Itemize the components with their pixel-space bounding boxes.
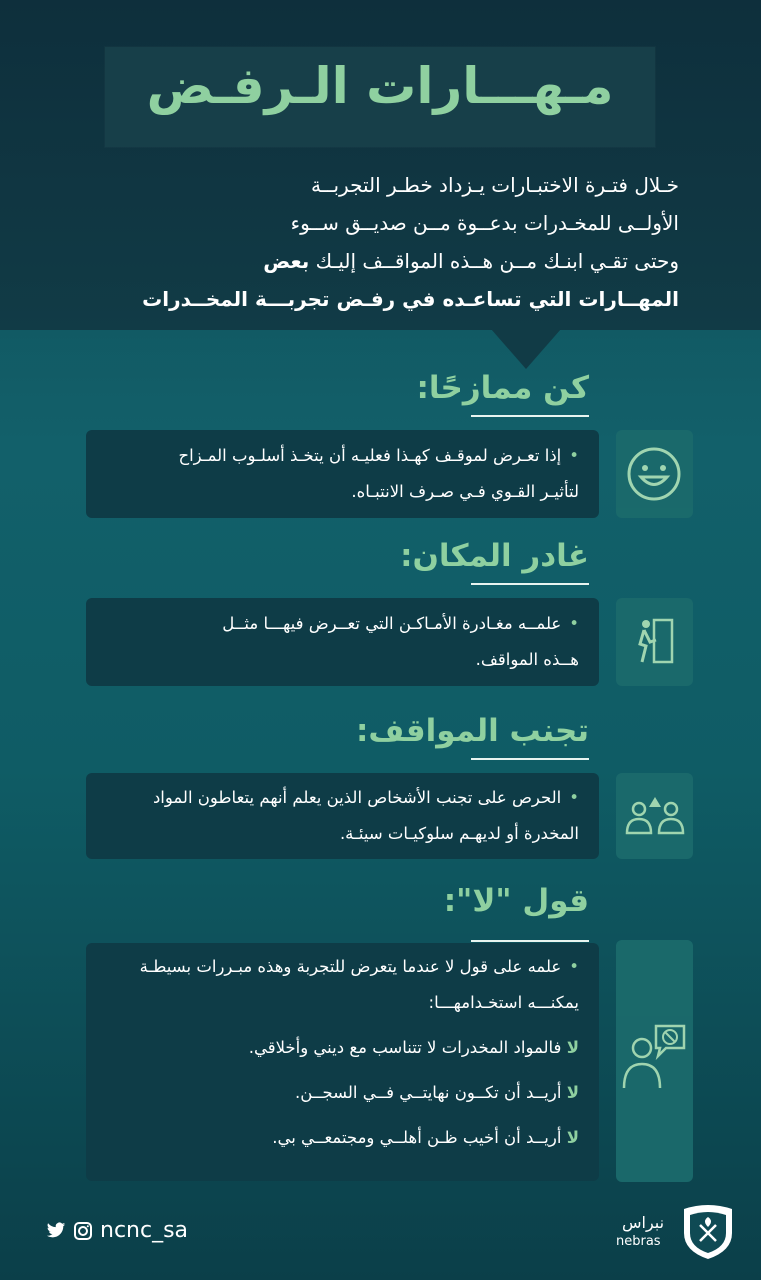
section-divider bbox=[471, 583, 589, 585]
card-line: هــذه المواقف. bbox=[475, 650, 579, 669]
intro-line-3-bold: بعض bbox=[263, 249, 310, 273]
social-handle[interactable] bbox=[46, 1218, 188, 1243]
icon-tile bbox=[616, 598, 693, 686]
section-title-joke: كن ممازحًا: bbox=[416, 370, 589, 406]
no-mark: لا bbox=[566, 1083, 579, 1102]
intro-line-1: خـلال فتـرة الاختبـارات يـزداد خطـر التجربــة bbox=[311, 173, 679, 197]
section-title-leave: غادر المكان: bbox=[400, 538, 589, 574]
reason-text: أريــد أن أخيب ظـن أهلــي ومجتمعــي بي. bbox=[272, 1128, 562, 1147]
no-mark: لا bbox=[566, 1128, 579, 1147]
header-notch bbox=[491, 329, 561, 369]
card-line: يمكنـــه استخـدامهـــا: bbox=[428, 993, 579, 1012]
page-title: مـهـــارات الـرفـض bbox=[146, 57, 614, 115]
reason-text: فالمواد المخدرات لا تتناسب مع ديني وأخلاقي. bbox=[248, 1038, 562, 1057]
section-divider bbox=[471, 940, 589, 942]
brand-english: nebras bbox=[616, 1234, 661, 1249]
section-card-avoid bbox=[86, 773, 599, 859]
brand-arabic: نبراس bbox=[622, 1213, 665, 1232]
intro-line-2: الأولــى للمخـدرات بدعــوة مــن صديــق ســوء bbox=[290, 211, 679, 235]
intro-paragraph bbox=[79, 166, 679, 318]
section-divider bbox=[471, 758, 589, 760]
card-line: • علمه على قول لا عندما يتعرض للتجربة وهذه مبـررات بسيطـة bbox=[140, 949, 579, 985]
card-text bbox=[140, 949, 579, 1021]
nebras-logo bbox=[610, 1203, 745, 1263]
reasons-list bbox=[249, 1025, 579, 1160]
intro-line-4: المهــارات التي تساعـده في رفـض تجربـــة المخــدرات bbox=[142, 287, 679, 311]
twitter-icon[interactable] bbox=[46, 1222, 66, 1240]
card-text bbox=[178, 438, 579, 510]
icon-tile bbox=[616, 940, 693, 1182]
card-text bbox=[153, 780, 579, 852]
card-line: المخدرة أو لديهـم سلوكيـات سيئـة. bbox=[339, 824, 579, 843]
section-title-avoid: تجنب المواقف: bbox=[356, 713, 589, 749]
icon-tile bbox=[616, 773, 693, 859]
section-divider bbox=[471, 415, 589, 417]
handle-text: ncnc_sa bbox=[100, 1218, 189, 1243]
card-line: لتأثيـر القـوي فـي صـرف الانتبـاه. bbox=[351, 482, 579, 501]
person-refusing-icon bbox=[620, 1022, 688, 1092]
section-title-say-no: قول "لا": bbox=[443, 883, 589, 919]
smiley-face-icon bbox=[624, 444, 684, 504]
section-card-joke bbox=[86, 430, 599, 518]
instagram-icon[interactable] bbox=[73, 1221, 93, 1241]
card-line: • إذا تعـرض لموقـف كهـذا فعليـه أن يتخـذ أسلـوب المـزاح bbox=[178, 438, 579, 474]
no-mark: لا bbox=[566, 1038, 579, 1057]
section-card-say-no bbox=[86, 943, 599, 1181]
title-box bbox=[105, 47, 655, 147]
intro-line-3 bbox=[79, 242, 679, 280]
section-card-leave bbox=[86, 598, 599, 686]
card-text bbox=[222, 606, 579, 678]
shield-emblem-icon bbox=[676, 1203, 740, 1261]
intro-line-3-text: وحتى تقـي ابنـك مــن هــذه المواقــف إليـك bbox=[315, 249, 679, 273]
card-line: • علمــه مغـادرة الأمـاكـن التي تعــرض فيهـــا مثــل bbox=[222, 606, 579, 642]
card-line: • الحرص على تجنب الأشخاص الذين يعلم أنهم يتعاطون المواد bbox=[153, 780, 579, 816]
people-warning-icon bbox=[623, 793, 687, 843]
reason-text: أريــد أن تكــون نهايتــي فــي السجــن. bbox=[295, 1083, 562, 1102]
reason-item bbox=[249, 1115, 579, 1160]
icon-tile bbox=[616, 430, 693, 518]
reason-item bbox=[249, 1025, 579, 1070]
reason-item bbox=[249, 1070, 579, 1115]
exit-door-icon bbox=[626, 612, 686, 672]
